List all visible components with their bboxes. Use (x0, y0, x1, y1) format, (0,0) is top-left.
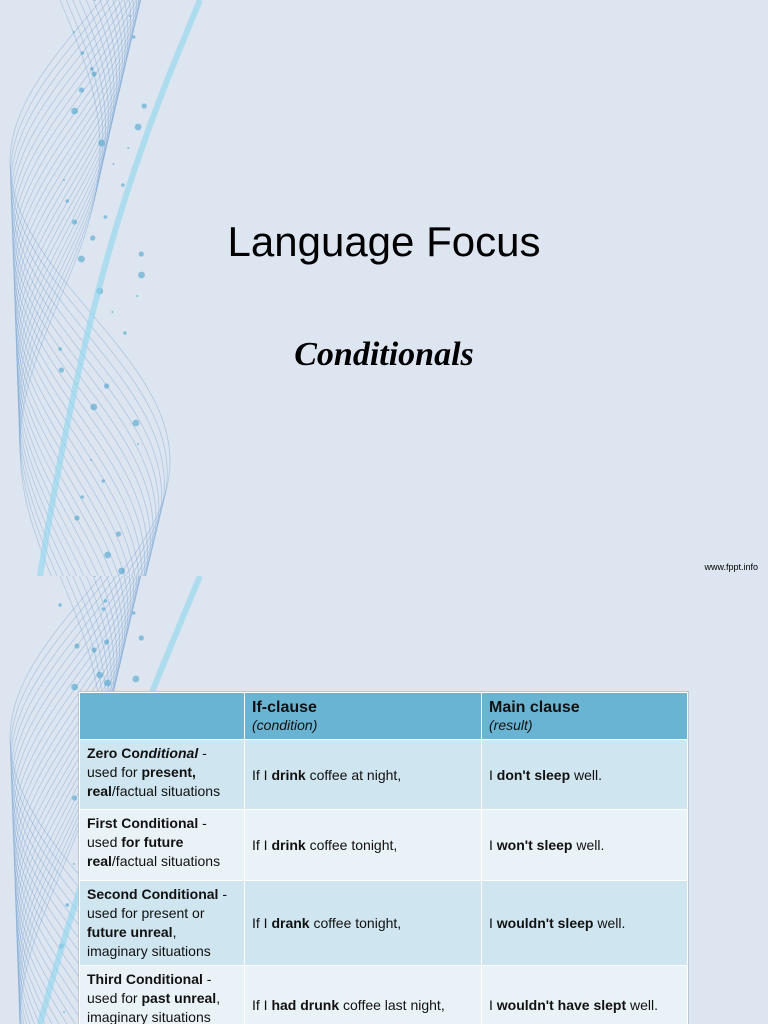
table-row (80, 881, 688, 966)
header-cell-main-clause: Main clause (result) (482, 693, 688, 740)
if-clause-cell: If I drank coffee tonight, (245, 881, 482, 966)
table-row (80, 966, 688, 1024)
header-cell-if-clause: If-clause (condition) (245, 693, 482, 740)
conditional-type-cell: Zero Conditional - used for present, real/factual situations (80, 740, 245, 810)
main-clause-cell: I don't sleep well. (482, 740, 688, 810)
slide-2 (0, 576, 768, 1024)
conditional-type-cell: First Conditional - used for future real/factual situations (80, 810, 245, 881)
table-header-row (80, 693, 688, 740)
if-clause-cell: If I drink coffee tonight, (245, 810, 482, 881)
conditional-type-cell: Third Conditional - used for past unreal, imaginary situations (80, 966, 245, 1024)
conditional-type-cell: Second Conditional - used for present or future unreal, imaginary situations (80, 881, 245, 966)
slide-title: Language Focus (227, 218, 541, 265)
if-clause-cell: If I drink coffee at night, (245, 740, 482, 810)
wave-decoration (0, 0, 220, 576)
conditionals-table (79, 692, 688, 1024)
slide-subtitle: Conditionals (294, 336, 474, 373)
main-clause-cell: I wouldn't sleep well. (482, 881, 688, 966)
table-row (80, 740, 688, 810)
main-clause-cell: I wouldn't have slept well. (482, 966, 688, 1024)
table-row (80, 810, 688, 881)
if-clause-cell: If I had drunk coffee last night, (245, 966, 482, 1024)
website-footer: www.fppt.info (704, 562, 758, 572)
main-clause-cell: I won't sleep well. (482, 810, 688, 881)
header-cell-type (80, 693, 245, 740)
